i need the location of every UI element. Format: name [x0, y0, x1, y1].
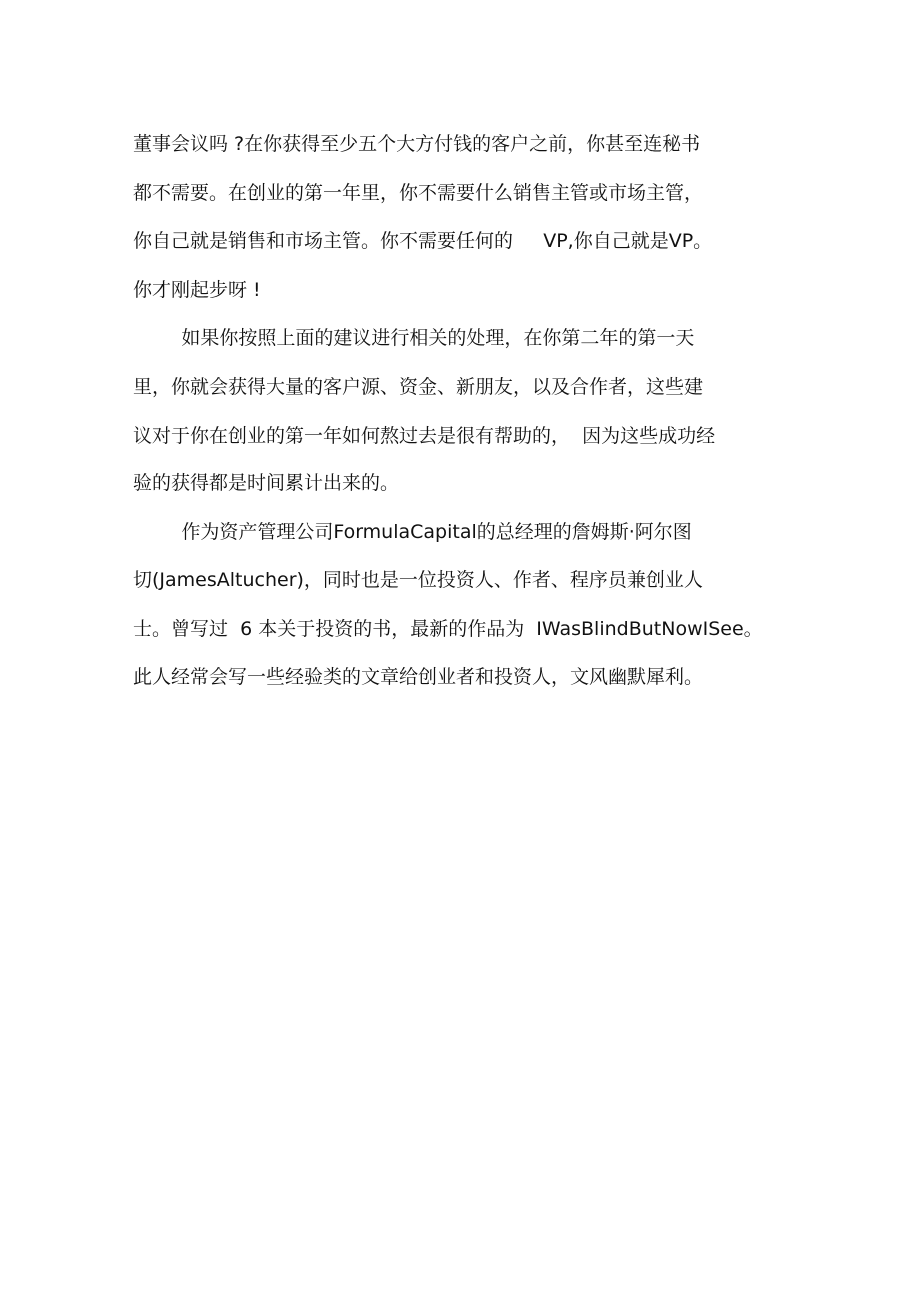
paragraph-3-line-1: 作为资产管理公司FormulaCapital的总经理的詹姆斯·阿尔图 — [133, 521, 692, 543]
paragraph-2-line-1: 如果你按照上面的建议进行相关的处理，在你第二年的第一天 — [133, 327, 695, 349]
paragraph-3-line-3: 士。曾写过 6 本关于投资的书，最新的作品为 IWasBlindButNowISee。 — [133, 618, 763, 640]
paragraph-3-line-2: 切(JamesAltucher)，同时也是一位投资人、作者、程序员兼创业人 — [133, 569, 703, 591]
paragraph-1-line-4: 你才刚起步呀 ! — [133, 279, 261, 301]
paragraph-2-line-2: 里，你就会获得大量的客户源、资金、新朋友，以及合作者，这些建 — [133, 376, 704, 398]
paragraph-1-line-1: 董事会议吗 ?在你获得至少五个大方付钱的客户之前，你甚至连秘书 — [133, 133, 701, 155]
paragraph-2-line-3: 议对于你在创业的第一年如何熬过去是很有帮助的， 因为这些成功经 — [133, 425, 716, 447]
paragraph-1-line-3: 你自己就是销售和市场主管。你不需要任何的 VP,你自己就是VP。 — [133, 230, 713, 252]
paragraph-1-line-2: 都不需要。在创业的第一年里，你不需要什么销售主管或市场主管， — [133, 182, 704, 204]
paragraph-3-line-4: 此人经常会写一些经验类的文章给创业者和投资人，文风幽默犀利。 — [133, 666, 704, 688]
paragraph-2-line-4: 验的获得都是时间累计出来的。 — [133, 472, 400, 494]
